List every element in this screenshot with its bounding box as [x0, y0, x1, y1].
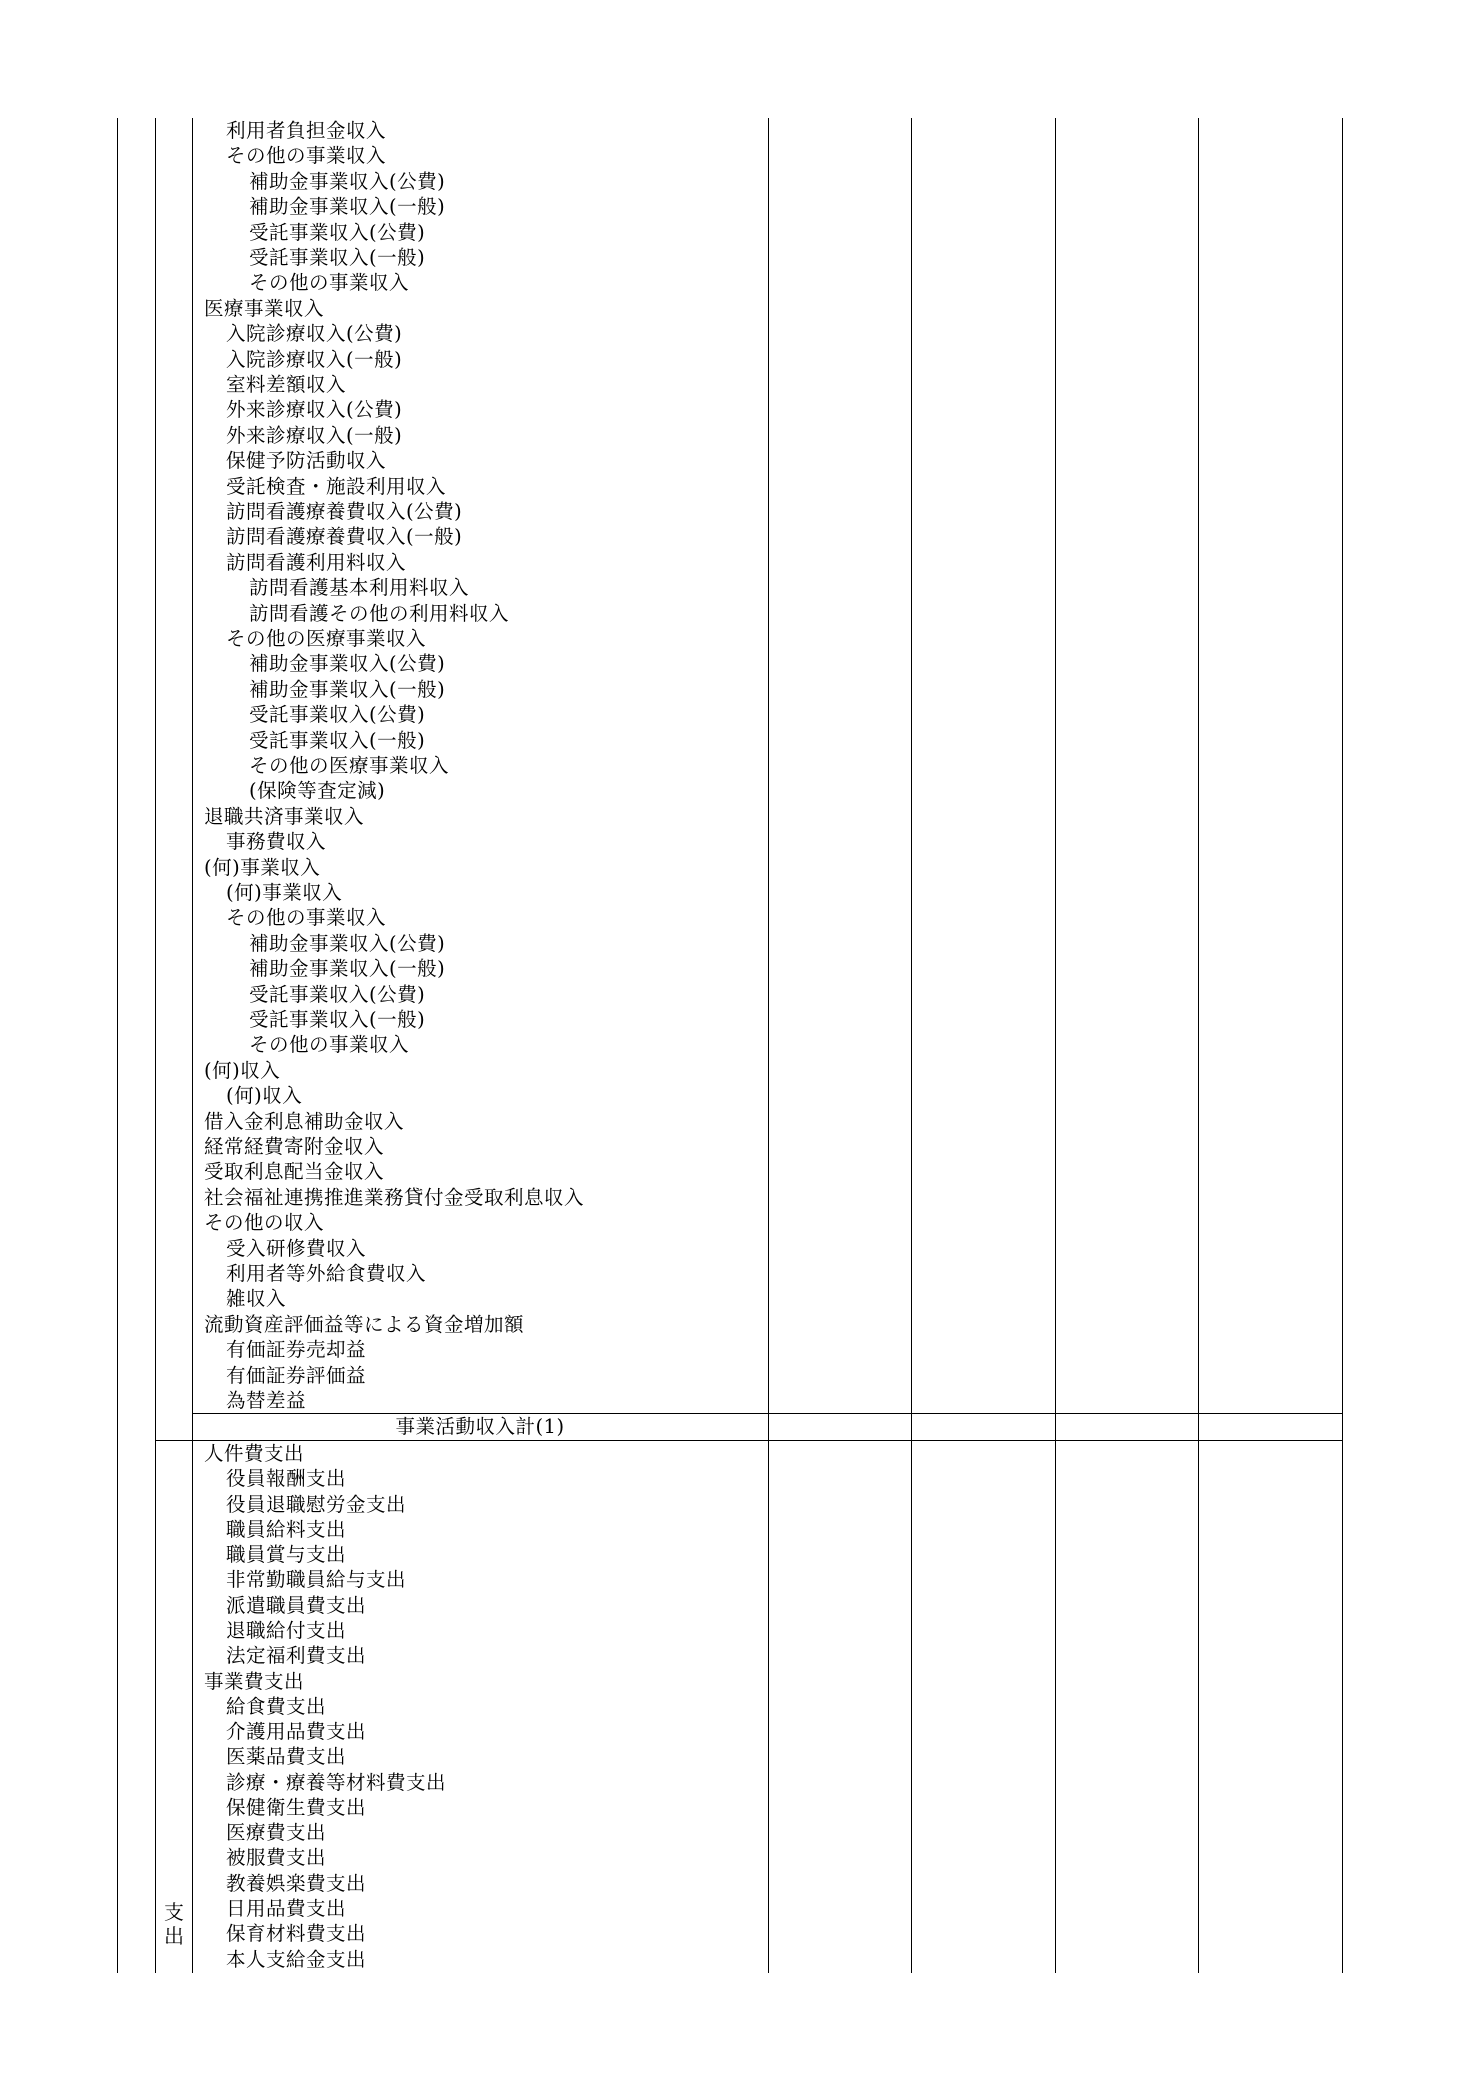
account-item-row: 受託事業収入(一般) — [249, 728, 426, 752]
account-item-row: 訪問看護その他の利用料収入 — [249, 601, 510, 625]
account-item-row: 利用者負担金収入 — [226, 119, 387, 142]
account-item-row: 外来診療収入(一般) — [226, 423, 403, 447]
account-item-row: 役員退職慰労金支出 — [226, 1492, 407, 1516]
account-item-row: (保険等査定減) — [249, 779, 386, 803]
account-item-row: (何)収入 — [226, 1084, 303, 1108]
account-item-row: 補助金事業収入(一般) — [249, 195, 446, 219]
account-item-row: (何)収入 — [204, 1058, 281, 1082]
account-item-row: 事務費収入 — [226, 830, 327, 854]
account-item-row: 日用品費支出 — [226, 1897, 347, 1921]
account-item-row: 法定福利費支出 — [226, 1644, 367, 1668]
account-item-row: 利用者等外給食費収入 — [226, 1262, 427, 1285]
table-rule-outer-right — [1342, 118, 1343, 1973]
account-item-row: 受託事業収入(公費) — [249, 220, 426, 244]
account-item-row: 受託事業収入(公費) — [249, 982, 426, 1006]
account-item-row: その他の事業収入 — [249, 271, 410, 295]
account-item-row: 受託事業収入(公費) — [249, 703, 426, 727]
account-item-row: 室料差額収入 — [226, 373, 347, 396]
subtotal-bottom-rule — [155, 1440, 1342, 1441]
account-item-row: 補助金事業収入(一般) — [249, 957, 446, 981]
account-item-row: 保育材料費支出 — [226, 1922, 367, 1946]
account-item-row: 事業費支出 — [204, 1669, 305, 1693]
account-item-row: 非常勤職員給与支出 — [226, 1568, 407, 1592]
account-item-row: 補助金事業収入(公費) — [249, 169, 446, 193]
account-item-row: 役員報酬支出 — [226, 1467, 347, 1491]
account-item-row: 医療費支出 — [226, 1821, 327, 1845]
table-rule-col-4 — [1198, 118, 1199, 1973]
account-item-row: その他の事業収入 — [226, 906, 387, 930]
account-item-row: 人件費支出 — [204, 1442, 305, 1465]
table-rule-col-3 — [1055, 118, 1056, 1973]
account-item-row: 受託事業収入(一般) — [249, 1008, 426, 1031]
account-item-row: 経常経費寄附金収入 — [204, 1135, 385, 1158]
account-item-row: 受取利息配当金収入 — [204, 1160, 385, 1184]
account-item-row: (何)事業収入 — [204, 855, 321, 879]
account-item-row: その他の収入 — [204, 1211, 325, 1235]
account-item-row: 補助金事業収入(公費) — [249, 652, 446, 676]
table-rule-item-left — [192, 118, 193, 1973]
table-rule-outer-left — [117, 118, 118, 1973]
table-rule-col-2 — [911, 118, 912, 1973]
account-item-row: 借入金利息補助金収入 — [204, 1109, 405, 1133]
account-item-row: その他の事業収入 — [226, 144, 387, 168]
table-rule-col-1 — [768, 118, 769, 1973]
account-item-row: 医薬品費支出 — [226, 1745, 347, 1769]
account-item-row: 有価証券売却益 — [226, 1338, 367, 1362]
account-item-row: 外来診療収入(公費) — [226, 398, 403, 422]
account-item-row: 被服費支出 — [226, 1846, 327, 1870]
account-item-row: 保健衛生費支出 — [226, 1795, 367, 1819]
account-item-row: 訪問看護基本利用料収入 — [249, 576, 470, 600]
account-item-row: 介護用品費支出 — [226, 1720, 367, 1744]
account-item-row: 職員給料支出 — [226, 1517, 347, 1541]
account-item-row: 訪問看護療養費収入(公費) — [226, 500, 463, 523]
account-item-row: 受託検査・施設利用収入 — [226, 474, 447, 498]
expense-section-label-char: 出 — [164, 1924, 184, 1948]
account-item-row: 訪問看護利用料収入 — [226, 550, 407, 574]
expense-section-label — [160, 1900, 188, 1948]
account-item-row: 補助金事業収入(公費) — [249, 931, 446, 955]
account-item-row: 有価証券評価益 — [226, 1363, 367, 1387]
account-item-row: 診療・療養等材料費支出 — [226, 1770, 447, 1794]
account-item-row: 退職給付支出 — [226, 1618, 347, 1642]
income-subtotal-label: 事業活動収入計(1) — [395, 1415, 565, 1438]
account-item-row: 入院診療収入(一般) — [226, 347, 403, 371]
expense-section-label-char: 支 — [164, 1900, 184, 1924]
account-item-row: 給食費支出 — [226, 1694, 327, 1718]
table-rule-section-left — [155, 118, 156, 1973]
account-item-row: 派遣職員費支出 — [226, 1593, 367, 1617]
account-item-row: 雑収入 — [226, 1287, 287, 1311]
account-item-row: 流動資産評価益等による資金増加額 — [204, 1312, 525, 1336]
account-item-row: 退職共済事業収入 — [204, 804, 365, 828]
account-item-row: 訪問看護療養費収入(一般) — [226, 525, 463, 549]
account-item-row: その他の事業収入 — [249, 1033, 410, 1057]
account-item-row: 医療事業収入 — [204, 296, 325, 320]
account-item-row: 教養娯楽費支出 — [226, 1871, 367, 1895]
account-item-row: 補助金事業収入(一般) — [249, 677, 446, 701]
account-item-row: 保健予防活動収入 — [226, 449, 387, 473]
account-item-row: 職員賞与支出 — [226, 1543, 347, 1567]
account-item-row: その他の医療事業収入 — [226, 627, 427, 650]
account-item-row: 入院診療収入(公費) — [226, 322, 403, 346]
account-item-row: (何)事業収入 — [226, 881, 343, 904]
account-item-row: 本人支給金支出 — [226, 1947, 367, 1971]
account-item-row: 為替差益 — [226, 1389, 307, 1412]
account-item-row: 社会福祉連携推進業務貸付金受取利息収入 — [204, 1185, 585, 1209]
account-item-row: その他の医療事業収入 — [249, 754, 450, 777]
account-item-row: 受託事業収入(一般) — [249, 246, 426, 269]
account-item-row: 受入研修費収入 — [226, 1236, 367, 1260]
